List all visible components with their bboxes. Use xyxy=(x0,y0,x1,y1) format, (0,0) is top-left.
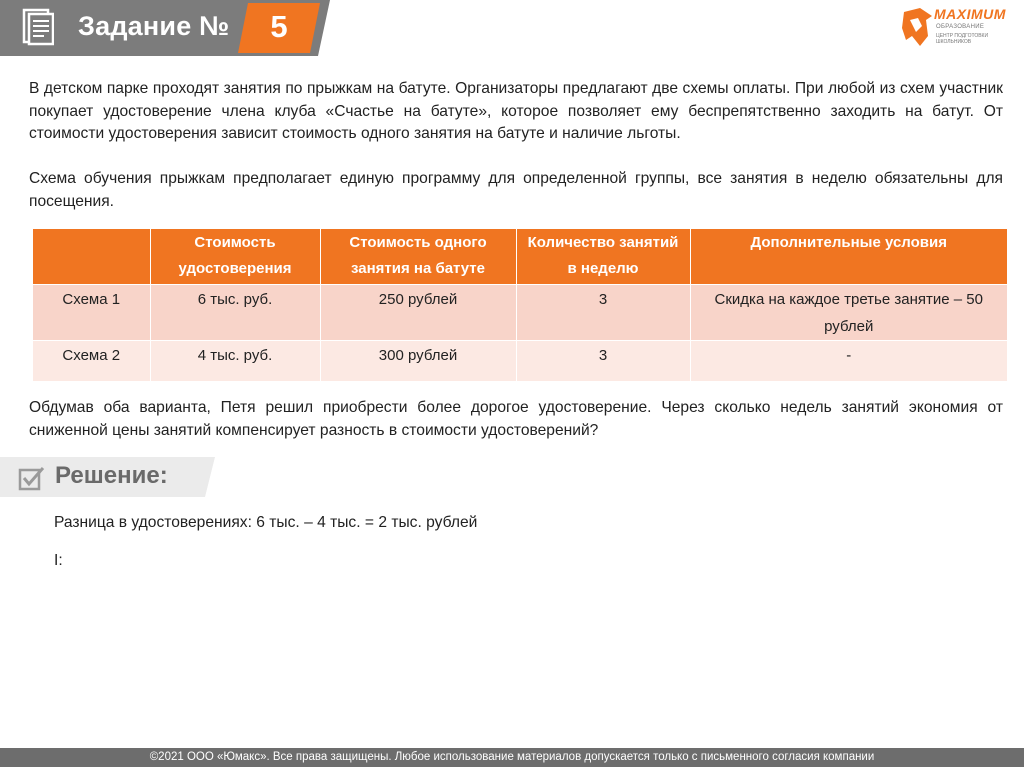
checkbox-icon xyxy=(18,465,46,491)
table-cell: 300 рублей xyxy=(320,341,516,382)
table-cell: - xyxy=(690,341,1007,382)
logo-subtitle: ОБРАЗОВАНИЕ xyxy=(936,24,985,30)
problem-paragraph-2: Схема обучения прыжкам предполагает единую программу для определенной группы, все занятия в неделю обязательны для посещения. xyxy=(29,170,1003,210)
solution-line-1: Разница в удостоверениях: 6 тыс. – 4 тыс. = 2 тыс. рублей xyxy=(54,514,478,531)
logo-name: MAXIMUM xyxy=(934,6,1006,22)
maximum-logo-icon xyxy=(898,6,934,50)
table-cell: Схема 1 xyxy=(33,285,150,341)
table-cell: Схема 2 xyxy=(33,341,150,382)
problem-paragraph-1: В детском парке проходят занятия по прыжкам на батуте. Организаторы предлагают две схемы оплаты. При любой из схем участник покупает удостоверение члена клуба «Счастье на батуте», которое позволяет ему беспрепятственно заходить на батут. От стоимости удостоверения зависит стоимость одного занятия на батуте и наличие льготы. xyxy=(29,80,1003,142)
table-cell: 4 тыс. руб. xyxy=(150,341,320,382)
solution-title: Решение: xyxy=(55,462,168,489)
company-logo xyxy=(898,6,1018,52)
table-header-cell: Стоимость удостоверения xyxy=(150,229,320,285)
table-header-cell: Дополнительные условия xyxy=(690,229,1007,285)
logo-tagline: ЦЕНТР ПОДГОТОВКИ ШКОЛЬНИКОВ xyxy=(936,33,989,45)
table-header-cell: Количество занятий в неделю xyxy=(516,229,690,285)
problem-question: Обдумав оба варианта, Петя решил приобрести более дорогое удостоверение. Через сколько недель занятий экономия от сниженной цены занятий компенсирует разность в стоимости удостоверений? xyxy=(29,399,1003,439)
table-header-cell: Стоимость одного занятия на батуте xyxy=(320,229,516,285)
task-title: Задание № xyxy=(78,11,230,41)
solution-line-2: I: xyxy=(54,552,63,569)
task-number: 5 xyxy=(270,9,288,44)
table-cell: Скидка на каждое третье занятие – 50 рублей xyxy=(690,285,1007,341)
table-header-row xyxy=(33,229,1007,285)
document-icon xyxy=(22,8,54,46)
table-cell: 6 тыс. руб. xyxy=(150,285,320,341)
table-header-cell xyxy=(33,229,150,285)
table-cell: 250 рублей xyxy=(320,285,516,341)
table-row xyxy=(33,285,1007,341)
table-cell: 3 xyxy=(516,341,690,382)
table-cell: 3 xyxy=(516,285,690,341)
pricing-table xyxy=(33,229,1007,381)
copyright-footer: ©2021 ООО «Юмакс». Все права защищены. Любое использование материалов допускается только с письменного согласия компании xyxy=(0,748,1024,767)
table-row xyxy=(33,341,1007,382)
